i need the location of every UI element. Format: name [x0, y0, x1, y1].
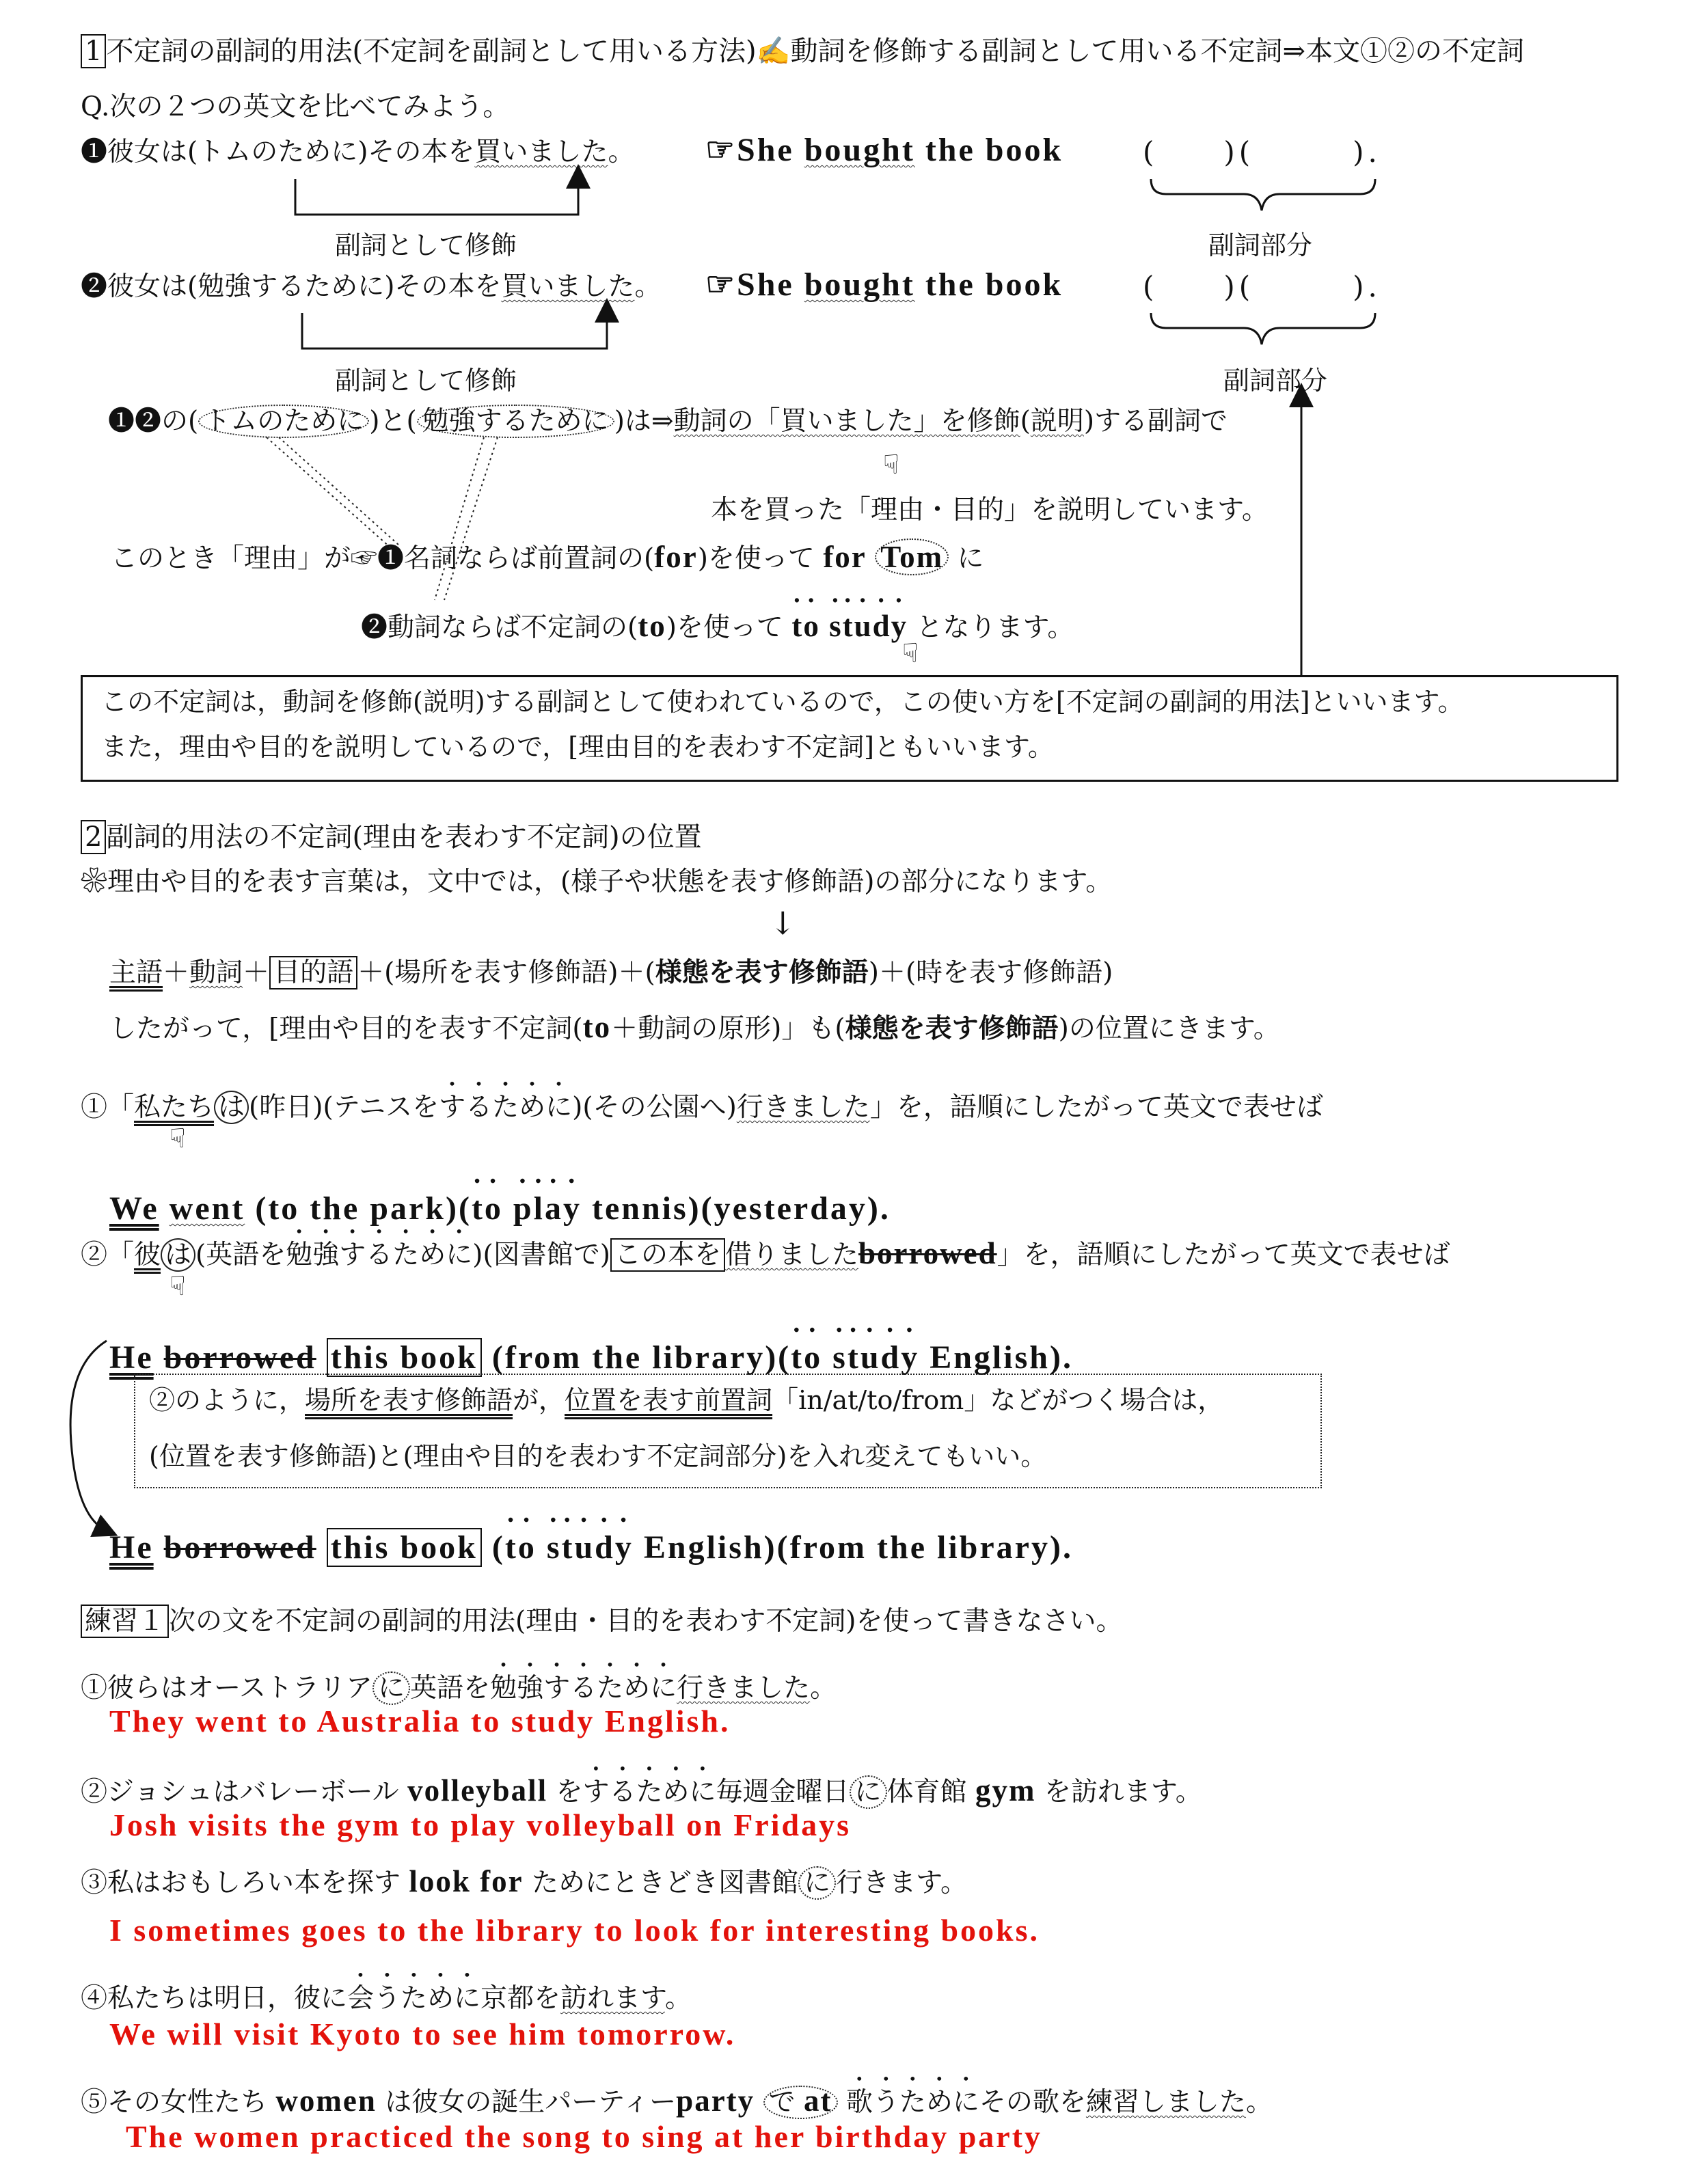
note-position-preposition: 位置を表す前置詞	[565, 1385, 773, 1415]
definition-line1: この不定詞は，動詞を修飾(説明)する副詞として使われているので，この使い方を[不定詞の副詞的用法]といいます。	[101, 687, 1464, 717]
q5-women: women	[275, 2084, 377, 2118]
expl-mid: )と(	[369, 406, 417, 437]
rule-mid: )を使って	[697, 543, 824, 574]
ex1-label-adverb-mod: 副詞として修飾	[335, 230, 517, 260]
s2-ex3-en-lib: )(from the library).	[763, 1529, 1073, 1566]
ex2-jp-end: 。	[634, 271, 662, 302]
ex1-en-pre: ☞She	[705, 132, 804, 168]
q2-c: 体育館	[886, 1777, 975, 1807]
s2-ex1-subject: 私たち	[134, 1092, 215, 1123]
conclusion-pre: したがって，[理由や目的を表す不定詞(	[109, 1013, 583, 1044]
q2-dots: するために	[582, 1777, 716, 1807]
s2-ex3-en-study: to study	[504, 1529, 634, 1566]
q1-pre: ①彼らはオーストラリア	[81, 1673, 373, 1704]
ex1-jp-end: 。	[608, 137, 635, 167]
q4-end: 。	[664, 1983, 692, 2014]
rule2-end: となります。	[908, 612, 1074, 643]
formula-plus2: ＋	[243, 957, 270, 988]
s2-ex2-en-study: to study	[791, 1339, 920, 1376]
q5-a: は彼女の誕生パーティー	[376, 2087, 677, 2118]
ex2-label-adverb-part: 副詞部分	[1223, 366, 1328, 396]
section-title: 不定詞の副詞的用法(不定詞を副詞として用いる方法)✍動詞を修飾する副詞として用いる不定詞⇒本文①②の不定詞	[106, 36, 1524, 67]
s2-ex3-en-borrowed: borrowed	[163, 1529, 316, 1566]
study-connector	[435, 437, 484, 600]
s2-ex2-en-lib: (from the library)(	[481, 1339, 791, 1376]
s2-ex2-en-borrowed: borrowed	[163, 1339, 316, 1376]
expl-mid3: (	[1020, 406, 1031, 437]
q1-a: 英語を	[410, 1673, 491, 1704]
s2-ex2-a: (英語を	[195, 1240, 286, 1270]
answer-1: They went to Australia to study English.	[109, 1704, 731, 1738]
q2-volleyball: volleyball	[407, 1773, 548, 1807]
s2-ex2-object: この本を	[610, 1238, 725, 1272]
answer-4: We will visit Kyoto to see him tomorrow.	[109, 2017, 736, 2051]
q2-a: を	[547, 1777, 583, 1807]
question-prompt: Q.次の２つの英文を比べてみよう。	[81, 92, 510, 122]
s2-ex1-particle: は	[214, 1091, 249, 1124]
formula-object: 目的語	[269, 956, 357, 989]
down-arrow-icon: ↓	[770, 905, 796, 942]
ex1-blanks: ( )( ).	[1143, 135, 1381, 169]
formula-verb: 動詞	[189, 957, 243, 988]
rule-for: for	[654, 540, 698, 574]
q5-end: 。	[1245, 2087, 1273, 2118]
expl-to-study-circled: 勉強するために	[417, 405, 614, 438]
formula-rest: ＋(場所を表す修飾語)＋(	[357, 957, 655, 988]
s2-ex2-en-english: English).	[919, 1339, 1073, 1376]
ex2-label-adverb-mod: 副詞として修飾	[335, 366, 517, 396]
rule-noun-text: このとき「理由」が☞❶名詞ならば前置詞の(	[111, 543, 655, 574]
answer-5: The women practiced the song to sing at her birthday party	[126, 2119, 1043, 2154]
s2-ex1-end: 」を，語順にしたがって英文で表せば	[869, 1092, 1323, 1123]
q2-gym: gym	[975, 1773, 1036, 1807]
s2-ex2-dots: 勉強するために	[286, 1240, 473, 1270]
formula-rest2: )＋(時を表す修飾語)	[868, 957, 1113, 988]
swap-curve-arrow	[70, 1341, 107, 1531]
s2-ex2-en-book: this book	[327, 1338, 482, 1377]
q3-a: ためにときどき図書館	[523, 1868, 799, 1898]
note-end: 「in/at/to/from」などがつく場合は，	[772, 1385, 1224, 1415]
q1-verb: 行きました	[677, 1673, 811, 1704]
note-pre: ②のように，	[149, 1385, 306, 1415]
ex2-jp-text: ❷彼女は(勉強するために)その本を	[81, 271, 502, 302]
ex2-modify-arrow	[302, 310, 607, 349]
conclusion-to: to	[582, 1010, 612, 1044]
s2-ex3-en-book: this book	[327, 1528, 482, 1567]
s2-ex1-pre: ①「	[81, 1092, 135, 1123]
q4-verb: 訪れます	[560, 1983, 665, 2014]
q1-end: 。	[810, 1673, 837, 1704]
q5-de: で	[768, 2087, 796, 2118]
formula-subject: 主語	[109, 957, 163, 988]
section2-line1: ❀理由や目的を表す言葉は，文中では，(様子や状態を表す修飾語)の部分になります。	[81, 866, 1113, 897]
swap-note-line2: (位置を表す修飾語)と(理由や目的を表わす不定詞部分)を入れ変えてもいい。	[149, 1441, 1047, 1471]
q2-end: を訪れます。	[1035, 1777, 1202, 1807]
s2-ex2-verb: 借りました	[724, 1240, 858, 1270]
s2-ex2-en-he: He	[109, 1339, 154, 1376]
s2-hand-icon-2: ☟	[170, 1271, 186, 1302]
note-mid: が，	[513, 1385, 565, 1415]
ex2-en-post: the book	[914, 267, 1063, 303]
s2-ex1-en-park: (to the park)(	[245, 1190, 472, 1227]
s2-ex2-particle: は	[161, 1238, 195, 1272]
s2-ex1-dots: するために	[439, 1092, 573, 1123]
s2-ex1-verb: 行きました	[736, 1092, 870, 1123]
rule-to-study: to study	[791, 609, 908, 643]
q5-at: at	[804, 2084, 832, 2118]
q3-end: 行きます。	[836, 1868, 967, 1898]
answer-3: I sometimes goes to the library to look for interesting books.	[109, 1913, 1040, 1948]
q4-pre: ④私たちは明日，彼に	[81, 1983, 348, 2014]
q4-a: 京都を	[480, 1983, 561, 2014]
expl-end: )する副詞で	[1083, 406, 1228, 437]
q3-look-for: look for	[409, 1864, 524, 1898]
conclusion-manner: 様態を表す修飾語	[845, 1013, 1059, 1044]
answer-2: Josh visits the gym to play volleyball on Fridays	[109, 1807, 851, 1842]
section-number: 1	[81, 34, 106, 68]
s2-ex1-en-went: went	[169, 1190, 245, 1227]
rule-tom-circled: Tom	[875, 538, 949, 575]
conclusion-mid: ＋動詞の原形)」も(	[611, 1013, 845, 1044]
ex2-en-pre: ☞She	[705, 267, 804, 303]
s2-hand-icon: ☟	[170, 1123, 186, 1154]
formula-plus1: ＋	[163, 957, 190, 988]
q5-pre: ⑤その女性たち	[81, 2087, 276, 2118]
expl-mid2: )は⇒	[614, 406, 674, 437]
definition-line2: また，理由や目的を説明しているので，[理由目的を表わす不定詞]ともいいます。	[101, 732, 1054, 762]
rule-end: に	[949, 543, 984, 574]
q3-pre: ③私はおもしろい本を探す	[81, 1868, 409, 1898]
s2-ex2-b: )(図書館で)	[472, 1240, 610, 1270]
s2-ex3-en-he: He	[109, 1529, 154, 1566]
tom-connector-2	[279, 437, 399, 545]
q1-dots: 勉強するために	[490, 1673, 677, 1704]
rule-for-word: for	[823, 540, 876, 574]
expl-pre: ❶❷の(	[108, 406, 199, 437]
s2-ex2-borrowed-struck: borrowed	[858, 1236, 997, 1270]
expl-explain: 説明	[1030, 406, 1084, 437]
q5-party: party	[676, 2084, 755, 2118]
ex1-brace	[1151, 179, 1375, 210]
formula-manner: 様態を表す修飾語	[655, 957, 869, 988]
q1-ni: に	[372, 1671, 410, 1705]
conclusion-end: )の位置にきます。	[1058, 1013, 1280, 1044]
s2-ex3-en-english: English	[633, 1529, 764, 1566]
note-place-modifier: 場所を表す修飾語	[305, 1385, 513, 1415]
s2-ex1-en-play: to play	[471, 1190, 582, 1227]
study-connector-2	[444, 437, 498, 600]
expl-for-tom-circled: トムのために	[198, 405, 369, 438]
s2-ex2-end: 」を，語順にしたがって英文で表せば	[996, 1240, 1450, 1270]
ex1-en-verb: bought	[804, 132, 915, 168]
q5-verb: 練習しました	[1085, 2087, 1246, 2118]
ex2-en-verb: bought	[804, 267, 915, 303]
ex1-jp-text: ❶彼女は(トムのために)その本を	[81, 137, 475, 167]
s2-ex2-pre: ②「	[81, 1240, 135, 1270]
ex1-en-post: the book	[914, 132, 1063, 168]
q5-dots: 歌うために	[845, 2087, 979, 2118]
ex1-label-adverb-part: 副詞部分	[1208, 230, 1313, 260]
q4-dots: 会うために	[347, 1983, 481, 2014]
rule-verb-text: ❷動詞ならば不定詞の(	[361, 612, 638, 643]
tom-connector	[267, 437, 391, 548]
q2-b: 毎週金曜日	[716, 1777, 850, 1807]
q5-c: その歌を	[979, 2087, 1086, 2118]
ex2-blanks: ( )( ).	[1143, 270, 1381, 303]
expl-verb-modify: 動詞の「買いました」を修飾	[673, 406, 1020, 437]
rule2-mid: )を使って	[666, 612, 792, 643]
pointing-hand-icon-2: ☟	[902, 638, 919, 669]
practice-title: 次の文を不定詞の副詞的用法(理由・目的を表わす不定詞)を使って書きなさい。	[169, 1606, 1123, 1637]
s2-ex1-en-tennis: tennis)(yesterday).	[581, 1190, 891, 1227]
ex2-jp-verb: 買いました	[501, 271, 635, 302]
practice-label: 練習１	[81, 1605, 169, 1638]
q3-ni: に	[798, 1866, 836, 1900]
ex2-brace	[1151, 313, 1375, 344]
s2-ex1-b: )(その公園へ)	[572, 1092, 737, 1123]
q2-pre: ②ジョシュはバレーボール	[81, 1777, 408, 1807]
s2-ex3-open: (	[481, 1529, 505, 1566]
section2-number: 2	[81, 820, 106, 854]
section2-title: 副詞的用法の不定詞(理由を表わす不定詞)の位置	[106, 821, 702, 853]
q2-ni: に	[850, 1775, 887, 1809]
reason-purpose-line: 本を買った「理由・目的」を説明しています。	[711, 495, 1269, 525]
ex1-modify-arrow	[295, 176, 578, 215]
s2-ex1-en-we: We	[109, 1190, 159, 1227]
rule-to: to	[638, 609, 666, 643]
s2-ex2-subject: 彼	[134, 1240, 161, 1270]
s2-ex1-a: (昨日)(テニスを	[249, 1092, 439, 1123]
ex1-jp-verb: 買いました	[474, 137, 608, 167]
pointing-hand-icon: ☟	[883, 450, 899, 480]
